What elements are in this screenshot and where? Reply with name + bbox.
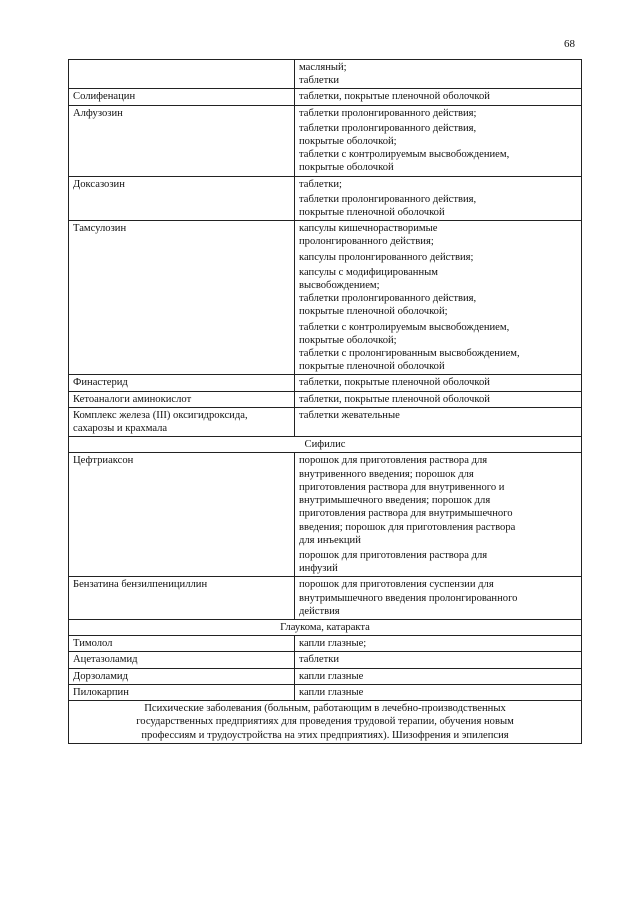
drug-name-cell <box>69 577 295 620</box>
drug-name-cell <box>69 221 295 375</box>
dosage-form-line: капсулы с модифицированным <box>299 266 438 278</box>
table-row <box>69 221 582 375</box>
dosage-form-paragraph <box>299 393 577 406</box>
dosage-form-line: таблетки с пролонгированным высвобождением, <box>299 348 520 360</box>
dosage-form-paragraph <box>299 409 577 422</box>
dosage-form-line: порошок для приготовления раствора для <box>299 549 488 561</box>
dosage-form-line: покрытые оболочкой <box>299 162 394 174</box>
dosage-form-cell <box>295 668 582 684</box>
dosage-form-cell <box>295 636 582 652</box>
dosage-form-paragraph <box>299 90 577 103</box>
table-row <box>69 407 582 436</box>
dosage-form-paragraph <box>299 549 577 575</box>
dosage-form-line: таблетки, покрытые пленочной оболочкой <box>299 91 490 103</box>
dosage-form-paragraph <box>299 193 577 219</box>
dosage-form-cell <box>295 577 582 620</box>
drug-name-cell <box>69 375 295 391</box>
dosage-form-paragraph <box>299 122 577 175</box>
dosage-form-line: капсулы кишечнорастворимые <box>299 223 438 235</box>
dosage-form-paragraph <box>299 653 577 666</box>
dosage-form-cell <box>295 375 582 391</box>
table-row <box>69 684 582 700</box>
dosage-form-cell <box>295 652 582 668</box>
dosage-form-line: введения; порошок для приготовления раствора <box>299 521 516 533</box>
dosage-form-line: внутримышечного введения пролонгированного <box>299 592 518 604</box>
table-row <box>69 105 582 176</box>
table-row <box>69 89 582 105</box>
dosage-form-paragraph <box>299 670 577 683</box>
section-heading-row <box>69 700 582 743</box>
page-number: 68 <box>564 38 575 50</box>
table-row <box>69 453 582 577</box>
section-heading-row <box>69 437 582 453</box>
dosage-form-line: таблетки жевательные <box>299 409 400 421</box>
dosage-form-line: таблетки с контролируемым высвобождением, <box>299 149 510 161</box>
dosage-form-line: покрытые оболочкой; <box>299 136 397 148</box>
drug-name-cell <box>69 89 295 105</box>
drug-name-line: Финастерид <box>73 377 128 389</box>
drug-name-line: Алфузозин <box>73 107 123 119</box>
dosage-form-cell <box>295 176 582 221</box>
dosage-form-cell <box>295 453 582 577</box>
section-heading-line: государственных предприятиях для проведения трудовой терапии, обучения новым <box>136 716 514 728</box>
dosage-form-cell <box>295 407 582 436</box>
dosage-form-paragraph <box>299 107 577 120</box>
dosage-form-line: внутримышечного введения; порошок для <box>299 495 491 507</box>
drug-name-cell <box>69 668 295 684</box>
drug-name-line: Дорзоламид <box>73 670 128 682</box>
dosage-form-line: приготовления раствора для внутривенного и <box>299 481 505 493</box>
dosage-form-cell <box>295 221 582 375</box>
dosage-form-paragraph <box>299 266 577 319</box>
dosage-form-line: таблетки; <box>299 178 342 190</box>
drug-name-line: Комплекс железа (III) оксигидроксида, <box>73 409 248 421</box>
table-row <box>69 652 582 668</box>
table-row <box>69 636 582 652</box>
drug-name-cell <box>69 652 295 668</box>
section-heading-syphilis: Сифилис <box>69 437 582 453</box>
dosage-form-line: таблетки <box>299 75 340 87</box>
dosage-form-paragraph <box>299 578 577 618</box>
drug-name-line: Солифенацин <box>73 91 136 103</box>
dosage-form-line: для инъекций <box>299 534 361 546</box>
drug-name-line: Тамсулозин <box>73 223 127 235</box>
drug-name-cell <box>69 684 295 700</box>
dosage-form-line: покрытые оболочкой; <box>299 334 397 346</box>
dosage-form-line: таблетки пролонгированного действия, <box>299 122 477 134</box>
dosage-form-line: покрытые пленочной оболочкой; <box>299 306 448 318</box>
drug-name-line: сахарозы и крахмала <box>73 423 168 435</box>
dosage-form-line: инфузий <box>299 563 338 575</box>
medication-table <box>68 59 582 744</box>
dosage-form-line: высвобождением; <box>299 280 380 292</box>
drug-name-cell <box>69 105 295 176</box>
dosage-form-line: таблетки, покрытые пленочной оболочкой <box>299 377 490 389</box>
table-row <box>69 668 582 684</box>
drug-name-line: Доксазозин <box>73 178 125 190</box>
dosage-form-paragraph <box>299 686 577 699</box>
table-row <box>69 391 582 407</box>
dosage-form-line: действия <box>299 605 340 617</box>
section-heading-mental <box>69 700 582 743</box>
drug-name-line: Цефтриаксон <box>73 455 134 467</box>
dosage-form-paragraph <box>299 637 577 650</box>
drug-name-cell <box>69 391 295 407</box>
drug-name-line: Ацетазоламид <box>73 654 138 666</box>
dosage-form-line: таблетки пролонгированного действия; <box>299 107 477 119</box>
dosage-form-line: таблетки пролонгированного действия, <box>299 193 477 205</box>
drug-name-line: Бензатина бензилпенициллин <box>73 579 208 591</box>
section-heading-glaucoma: Глаукома, катаракта <box>69 619 582 635</box>
dosage-form-line: капсулы пролонгированного действия; <box>299 251 474 263</box>
drug-name-cell <box>69 176 295 221</box>
drug-name-line: Кетоаналоги аминокислот <box>73 393 192 405</box>
dosage-form-paragraph <box>299 251 577 264</box>
dosage-form-line: капли глазные; <box>299 638 367 650</box>
dosage-form-paragraph <box>299 454 577 546</box>
dosage-form-line: порошок для приготовления раствора для <box>299 455 488 467</box>
drug-name-cell <box>69 407 295 436</box>
section-heading-line: профессиям и трудоустройства на этих предприятиях). Шизофрения и эпилепсия <box>141 729 509 741</box>
dosage-form-line: покрытые пленочной оболочкой <box>299 361 445 373</box>
dosage-form-line: масляный; <box>299 62 347 73</box>
dosage-form-cell <box>295 89 582 105</box>
dosage-form-paragraph <box>299 376 577 389</box>
dosage-form-line: приготовления раствора для внутримышечного <box>299 508 513 520</box>
dosage-form-line: таблетки с контролируемым высвобождением, <box>299 321 510 333</box>
drug-name-line: Пилокарпин <box>73 686 129 698</box>
dosage-form-paragraph <box>299 321 577 374</box>
dosage-form-paragraph <box>299 222 577 248</box>
dosage-form-line: таблетки пролонгированного действия, <box>299 293 477 305</box>
section-heading-line: Психические заболевания (больным, работающим в лечебно-производственных <box>144 702 506 714</box>
dosage-form-cell <box>295 60 582 89</box>
table-row <box>69 577 582 620</box>
drug-name-cell <box>69 453 295 577</box>
dosage-form-line: капли глазные <box>299 686 364 698</box>
drug-name-cell <box>69 60 295 89</box>
section-heading-row <box>69 619 582 635</box>
dosage-form-cell <box>295 391 582 407</box>
drug-name-line: Тимолол <box>73 638 113 650</box>
table-row <box>69 60 582 89</box>
dosage-form-line: таблетки, покрытые пленочной оболочкой <box>299 393 490 405</box>
dosage-form-line: порошок для приготовления суспензии для <box>299 579 494 591</box>
dosage-form-line: пролонгированного действия; <box>299 236 434 248</box>
dosage-form-line: внутривенного введения; порошок для <box>299 468 474 480</box>
dosage-form-line: капли глазные <box>299 670 364 682</box>
table-row <box>69 176 582 221</box>
drug-name-cell <box>69 636 295 652</box>
dosage-form-cell <box>295 105 582 176</box>
dosage-form-cell <box>295 684 582 700</box>
dosage-form-line: таблетки <box>299 654 340 666</box>
dosage-form-line: покрытые пленочной оболочкой <box>299 207 445 219</box>
table-row <box>69 375 582 391</box>
dosage-form-paragraph <box>299 178 577 191</box>
